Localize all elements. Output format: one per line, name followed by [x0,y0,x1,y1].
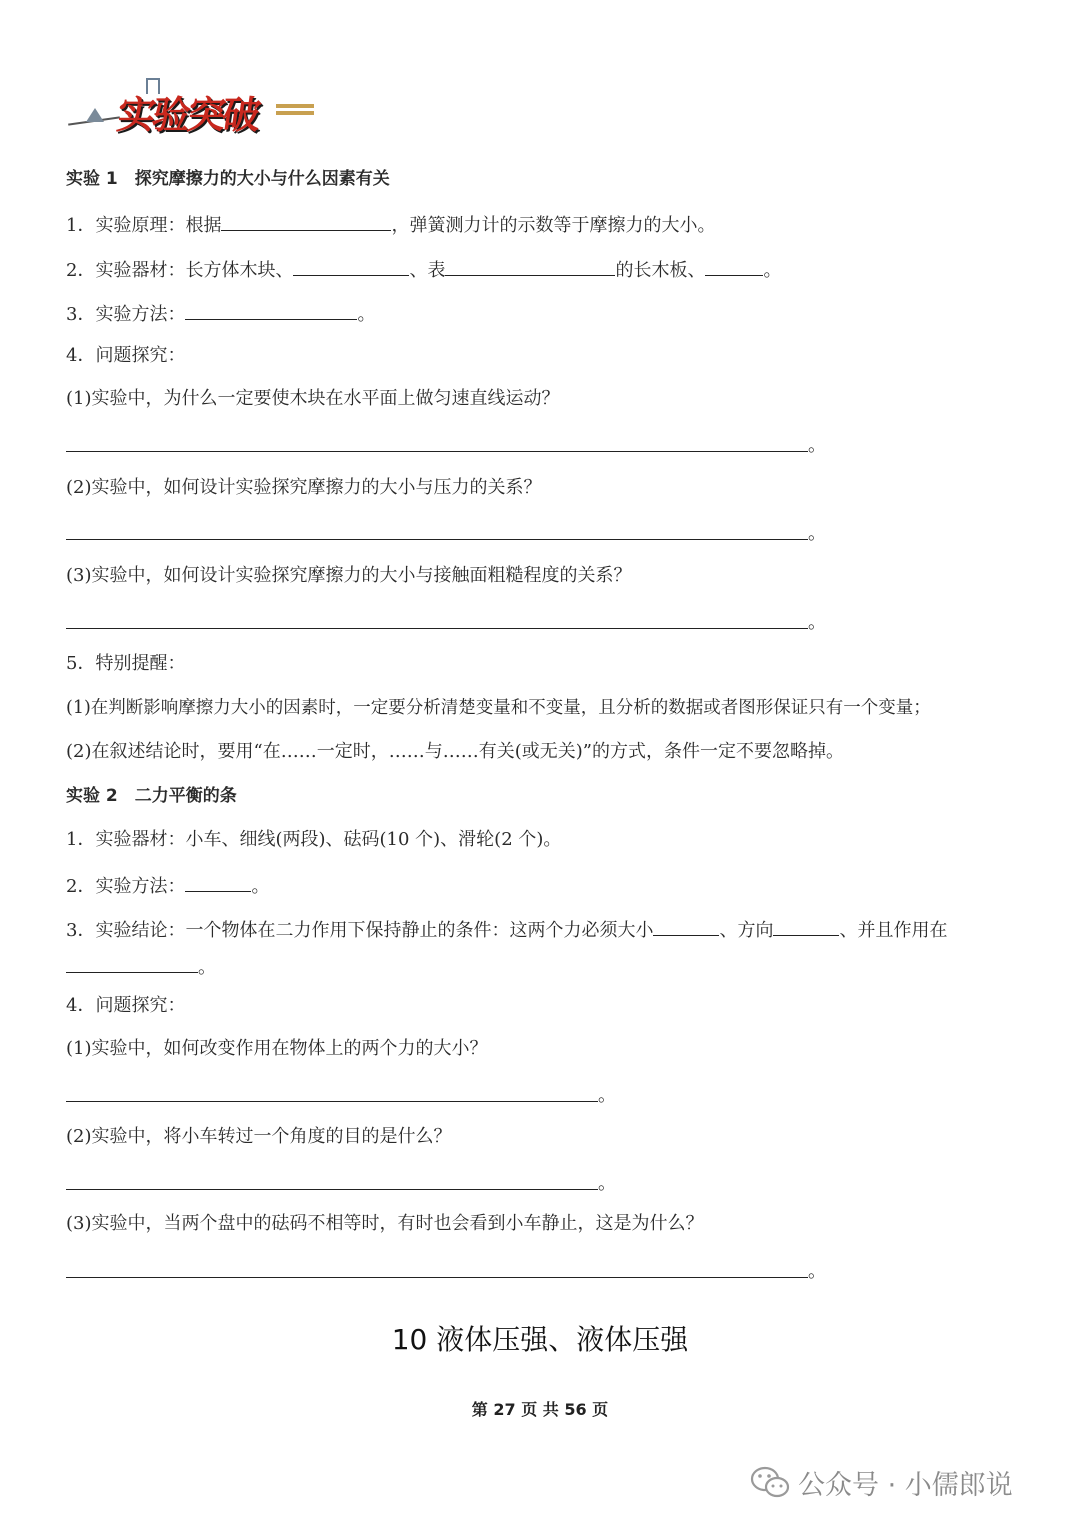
period-mark: 。 [808,612,826,633]
exp2-questions-label: 4．问题探究： [66,995,186,1016]
exp2-heading: 实验 2 二力平衡的条 [66,786,237,806]
answer-line-exp1-q1[interactable] [66,449,808,452]
exp1-method [66,299,375,328]
exp2-question-3: (3)实验中，当两个盘中的砝码不相等时，有时也会看到小车静止，这是为什么？ [66,1213,704,1234]
prism-icon [86,108,104,122]
exp2-question-2: (2)实验中，将小车转过一个角度的目的是什么？ [66,1126,452,1147]
exp2-conclusion-text-2: 、方向 [719,920,774,941]
exp2-method-text-end: 。 [251,876,270,897]
banner-logo [66,78,316,140]
exp1-question-3: (3)实验中，如何设计实验探究摩擦力的大小与接触面粗糙程度的关系？ [66,565,632,586]
exp1-reminder-label: 5．特别提醒： [66,653,186,674]
exp1-principle-text-end: ，弹簧测力计的示数等于摩擦力的大小。 [391,215,716,236]
exp1-equipment [66,255,781,284]
exp1-equipment-text-end: 。 [763,260,782,281]
exp2-method [66,871,269,900]
blank-conclusion-size[interactable] [653,915,719,936]
blank-equipment-3[interactable] [705,255,763,276]
exp2-question-1: (1)实验中，如何改变作用在物体上的两个力的大小？ [66,1038,488,1059]
answer-line-exp1-q3[interactable] [66,626,808,629]
blank-conclusion-object[interactable] [66,952,198,973]
exp2-conclusion [66,915,947,944]
blank-equipment-2[interactable] [445,255,615,276]
exp2-method-text: 2．实验方法： [66,876,186,897]
answer-line-exp2-q2[interactable] [66,1187,598,1190]
blank-method[interactable] [185,299,357,320]
period-mark: 。 [808,1261,826,1282]
exp1-principle-text: 1．实验原理：根据 [66,215,222,236]
exp1-method-text: 3．实验方法： [66,304,186,325]
answer-line-exp2-q3[interactable] [66,1275,808,1278]
period-mark: 。 [808,523,826,544]
exp2-equipment: 1．实验器材：小车、细线(两段)、砝码(10 个)、滑轮(2 个)。 [66,829,562,850]
exp1-questions-label: 4．问题探究： [66,345,186,366]
exp1-reminder-1: (1)在判断影响摩擦力大小的因素时，一定要分析清楚变量和不变量，且分析的数据或者图形保证只有一个变量； [66,698,931,718]
exp1-reminder-2: (2)在叙述结论时，要用“在……一定时，……与……有关(或无关)”的方式，条件一定不要忽略掉。 [66,741,844,762]
exp1-equipment-text: 2．实验器材：长方体木块、 [66,260,294,281]
exp2-conclusion-text-3: 、并且作用在 [839,920,948,941]
exp1-question-1: (1)实验中，为什么一定要使木块在水平面上做匀速直线运动？ [66,388,560,409]
exp2-conclusion-cont [66,952,216,981]
exp1-equipment-text-2: 、表 [409,260,446,281]
period-mark: 。 [808,435,826,456]
exp1-question-2: (2)实验中，如何设计实验探究摩擦力的大小与压力的关系？ [66,477,542,498]
blank-principle[interactable] [221,210,391,231]
banner-bars-decoration [276,104,314,120]
exp1-principle [66,210,715,239]
period-mark: 。 [598,1173,616,1194]
watermark [750,1462,1013,1502]
exp1-equipment-text-3: 的长木板、 [615,260,706,281]
period-mark: 。 [598,1085,616,1106]
answer-line-exp2-q1[interactable] [66,1099,598,1102]
blank-conclusion-direction[interactable] [773,915,839,936]
watermark-text: 公众号 · 小儒郎说 [798,1469,1013,1501]
blank-exp2-method[interactable] [185,871,251,892]
exp2-conclusion-text: 3．实验结论：一个物体在二力作用下保持静止的条件：这两个力必须大小 [66,920,654,941]
blank-equipment-1[interactable] [293,255,409,276]
exp1-heading: 实验 1 探究摩擦力的大小与什么因素有关 [66,169,390,189]
answer-line-exp1-q2[interactable] [66,537,808,540]
wechat-icon [750,1465,790,1499]
section-title: 10 液体压强、液体压强 [391,1323,689,1356]
exp1-method-text-end: 。 [357,304,376,325]
banner-title: 实验突破 [114,93,261,137]
exp2-conclusion-text-end: 。 [198,957,216,978]
page-footer: 第 27 页 共 56 页 [471,1400,609,1419]
